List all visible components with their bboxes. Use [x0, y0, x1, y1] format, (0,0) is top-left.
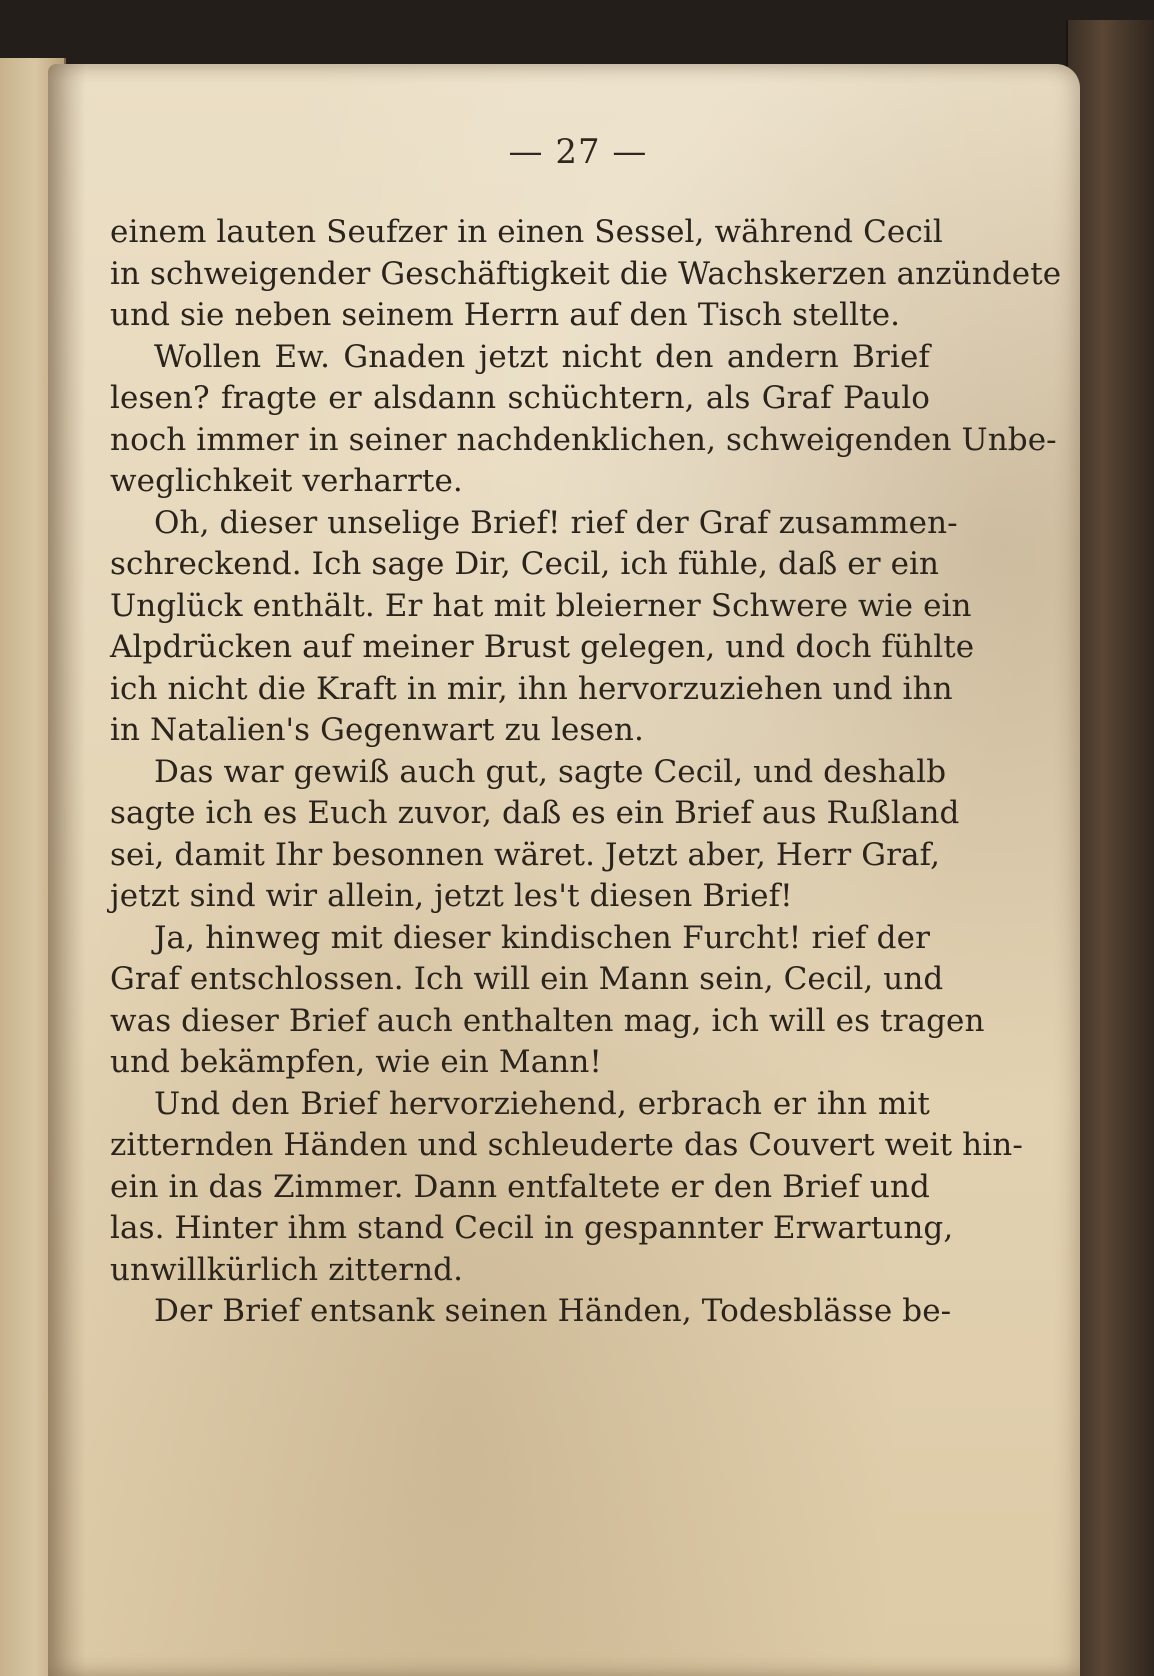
gutter-shadow — [48, 64, 86, 1676]
text-line: Und den Brief hervorziehend, erbrach er ihn mit — [154, 1085, 930, 1122]
text-line: weglichkeit verharrte. — [110, 463, 463, 499]
text-line: Graf entschlossen. Ich will ein Mann sein, Cecil, und — [110, 961, 944, 997]
text-line: was dieser Brief auch enthalten mag, ich will es tragen — [110, 1002, 985, 1039]
page-text — [110, 212, 1062, 1333]
text-line: in Natalien's Gegenwart zu lesen. — [110, 712, 644, 748]
text-line: las. Hinter ihm stand Cecil in gespannter Erwartung, — [110, 1210, 954, 1246]
text-line: Das war gewiß auch gut, sagte Cecil, und deshalb — [154, 753, 947, 790]
text-line: noch immer in seiner nachdenklichen, schweigenden Unbe- — [110, 421, 1057, 458]
text-line: einem lauten Seufzer in einen Sessel, während Cecil — [110, 214, 943, 250]
text-line: schreckend. Ich sage Dir, Cecil, ich fühle, daß er ein — [110, 546, 940, 582]
text-line: Oh, dieser unselige Brief! rief der Graf zusammen- — [154, 504, 958, 541]
text-line: ich nicht die Kraft in mir, ihn hervorzuziehen und ihn — [110, 670, 953, 707]
text-line: jetzt sind wir allein, jetzt les't diesen Brief! — [110, 878, 793, 914]
text-line: unwillkürlich zitternd. — [110, 1251, 464, 1288]
text-line: Ja, hinweg mit dieser kindischen Furcht! rief der — [154, 919, 930, 956]
text-line: zitternden Händen und schleuderte das Couvert weit hin- — [110, 1127, 1023, 1163]
text-line: sei, damit Ihr besonnen wäret. Jetzt aber, Herr Graf, — [110, 836, 941, 873]
text-line: Wollen Ew. Gnaden jetzt nicht den andern Brief — [154, 338, 930, 375]
text-line: und sie neben seinem Herrn auf den Tisch stellte. — [110, 297, 901, 333]
page-number: — 27 — — [508, 132, 648, 172]
book-page — [48, 64, 1080, 1676]
text-line: Alpdrücken auf meiner Brust gelegen, und doch fühlte — [110, 629, 975, 665]
text-line: ein in das Zimmer. Dann entfaltete er den Brief und — [110, 1168, 930, 1205]
text-line: in schweigender Geschäftigkeit die Wachskerzen anzündete — [110, 255, 1062, 292]
text-line: lesen? fragte er alsdann schüchtern, als Graf Paulo — [110, 380, 930, 416]
text-line: sagte ich es Euch zuvor, daß es ein Brief aus Rußland — [110, 795, 960, 831]
text-line: Der Brief entsank seinen Händen, Todesblässe be- — [154, 1293, 952, 1329]
text-line: Unglück enthält. Er hat mit bleierner Schwere wie ein — [110, 587, 972, 624]
text-line: und bekämpfen, wie ein Mann! — [110, 1044, 602, 1080]
